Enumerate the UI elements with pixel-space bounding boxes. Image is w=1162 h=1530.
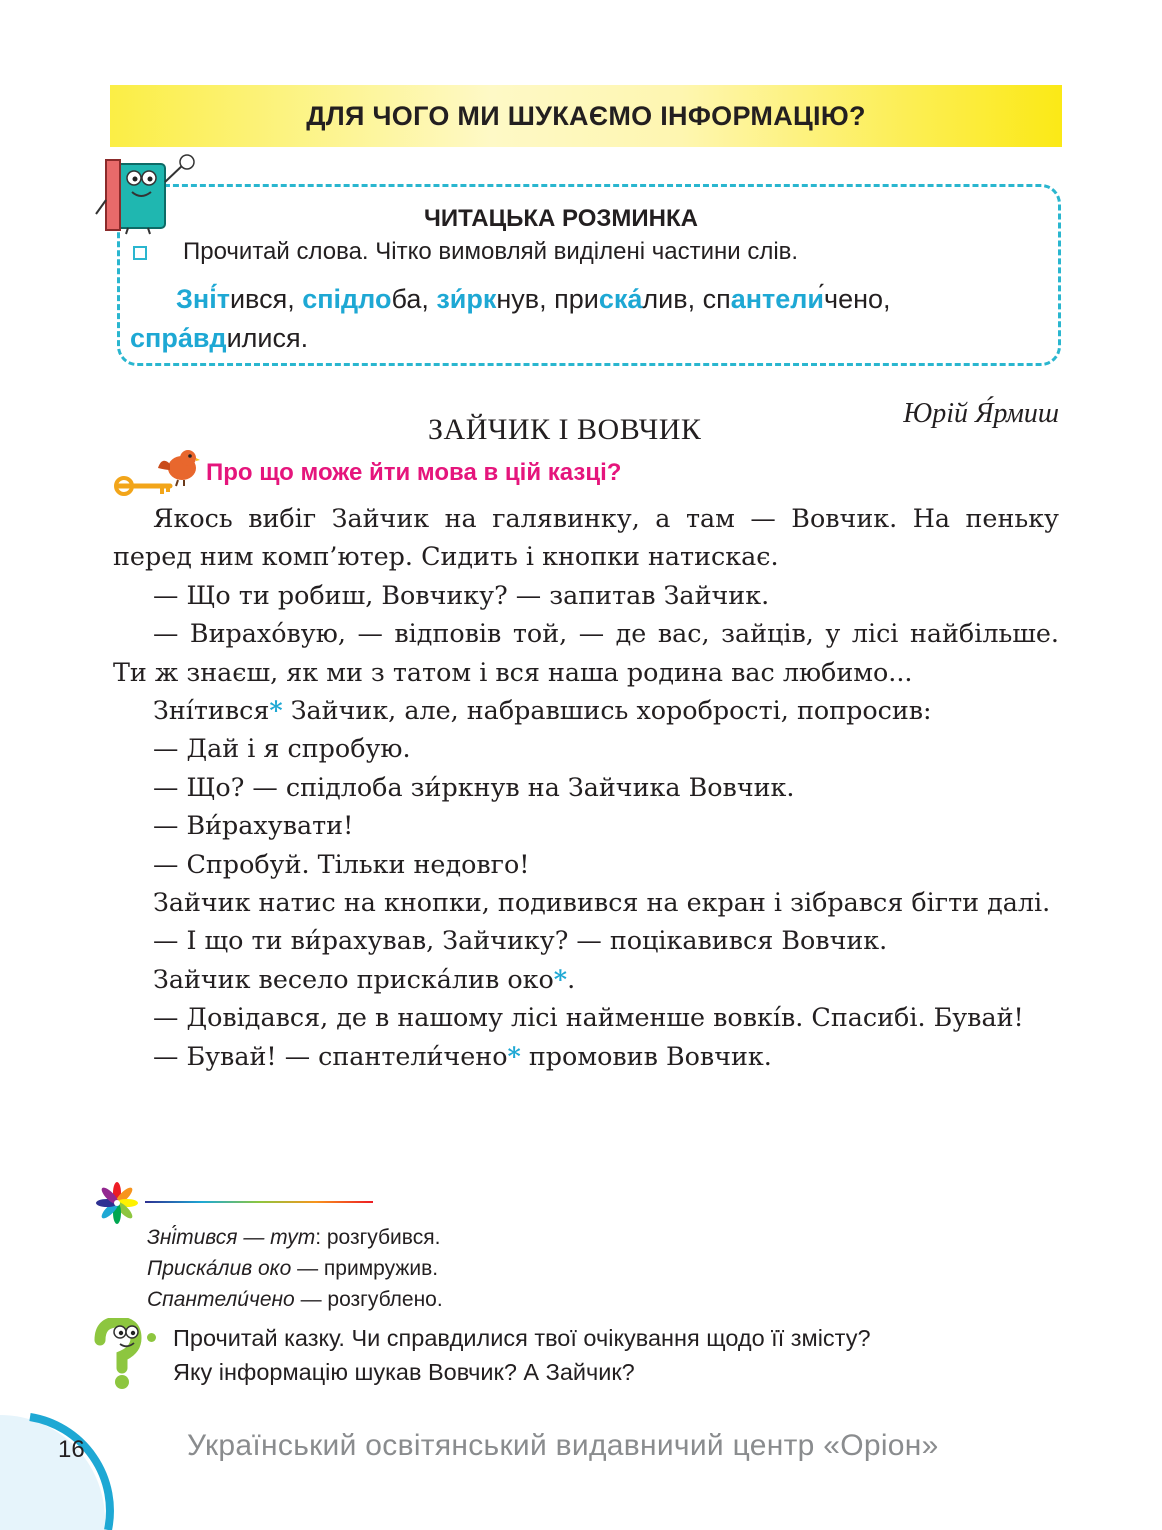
glossary-divider	[145, 1201, 373, 1203]
glossary-star-marker: *	[269, 695, 283, 726]
story-paragraph: — Ви́рахувати!	[153, 810, 354, 841]
story-text-part: — Бувай! — спантели́чено	[153, 1040, 508, 1071]
warmup-instruction: Прочитай слова. Чітко вимовляй виділені частини слів.	[183, 238, 799, 265]
glossary-definition: — примружив.	[291, 1257, 439, 1280]
glossary	[147, 1222, 443, 1315]
glossary-term: Приска́лив око	[147, 1257, 292, 1280]
word-rest: лив, сп	[642, 284, 731, 314]
word-rest: илися.	[226, 323, 309, 353]
glossary-star-marker: *	[553, 963, 568, 994]
bullet-icon	[147, 1333, 156, 1342]
section-title: ДЛЯ ЧОГО МИ ШУКАЄМО ІНФОРМАЦІЮ?	[306, 100, 866, 131]
glossary-term: Спантели́чено	[147, 1288, 295, 1311]
question-mark-mascot-icon	[90, 1318, 152, 1390]
story-paragraph: Зайчик натис на кнопки, подивився на екран і зібрався бігти далі.	[153, 887, 1051, 918]
story-text-part: Зайчик, але, набравшись хоробрості, попросив:	[282, 695, 932, 726]
question-line: Прочитай казку. Чи справдилися твої очікування щодо її змісту?	[173, 1325, 871, 1351]
glossary-flower-icon	[92, 1182, 142, 1224]
glossary-entry	[147, 1253, 443, 1284]
glossary-entry	[147, 1284, 443, 1315]
story-paragraph: — Дай і я спробую.	[153, 733, 411, 764]
page-corner-decoration	[0, 1405, 125, 1530]
story-paragraph	[113, 960, 1059, 998]
story-paragraph: — Довідався, де в нашому лісі найменше вовкі́в. Спасибі. Бувай!	[153, 1002, 1024, 1033]
checkbox-bullet-icon	[133, 246, 147, 260]
word-rest: ́чено,	[824, 284, 891, 314]
section-banner	[110, 85, 1062, 147]
highlighted-part: спра́вд	[130, 323, 227, 353]
glossary-star-marker: *	[507, 1040, 521, 1071]
story-text-part: Зні́тився	[153, 695, 270, 726]
story-paragraph: — І що ти ви́рахував, Зайчику? — поцікавився Вовчик.	[153, 925, 888, 956]
story-paragraph: — Спробуй. Тільки недовго!	[153, 848, 530, 879]
word-rest: ба,	[391, 284, 437, 314]
story-paragraph: — Що? — спідлоба зи́ркнув на Зайчика Вовчик.	[153, 771, 795, 802]
story-paragraph	[113, 691, 1059, 729]
pre-reading-prompt: Про що може йти мова в цій казці?	[206, 459, 622, 486]
question-line: Яку інформацію шукав Вовчик? А Зайчик?	[173, 1359, 635, 1385]
word-rest: ився,	[229, 284, 303, 314]
glossary-definition: : розгубився.	[315, 1226, 441, 1249]
glossary-definition: — розгублено.	[294, 1288, 443, 1311]
story-paragraph: — Що ти робиш, Вовчику? — запитав Зайчик.	[153, 579, 770, 610]
story-title: ЗАЙЧИК І ВОВЧИК	[428, 413, 702, 446]
publisher-footer: Український освітянський видавничий центр «Оріон»	[187, 1429, 939, 1462]
story-author: Юрій Я́рмиш	[903, 398, 1059, 429]
highlighted-part: антели	[730, 284, 825, 314]
word-rest: нув, при	[496, 284, 599, 314]
highlighted-part: зи́рк	[436, 284, 497, 314]
glossary-term: Зні́тився — тут	[147, 1226, 316, 1249]
highlighted-part: Зні́т	[176, 284, 230, 314]
story-paragraph: Якось вибіг Зайчик на галявинку, а там — Вовчик. На пеньку перед ним комп’ютер. Сидить і кнопки натискає.	[113, 503, 1059, 572]
comprehension-question	[173, 1321, 871, 1389]
story-text-part: .	[567, 963, 576, 994]
story-text-part: промовив Вовчик.	[520, 1040, 772, 1071]
book-mascot-icon	[88, 150, 198, 235]
story-paragraph: — Вирахо́вую, — відповів той, — де вас, зайців, у лісі найбільше. Ти ж знаєш, як ми з татом і вся наша родина вас любимо...	[113, 618, 1059, 687]
highlighted-part: ска́	[598, 284, 643, 314]
glossary-entry	[147, 1222, 443, 1253]
page-number: 16	[58, 1436, 85, 1463]
story-paragraph	[113, 1037, 1059, 1075]
bird-on-key-icon	[112, 442, 200, 497]
story-text-part: Зайчик весело приска́лив око	[153, 963, 554, 994]
highlighted-part: спідло	[302, 284, 392, 314]
story-text	[113, 499, 1059, 1075]
warmup-title: ЧИТАЦЬКА РОЗМИНКА	[424, 205, 698, 232]
warmup-word-list	[130, 280, 1055, 358]
